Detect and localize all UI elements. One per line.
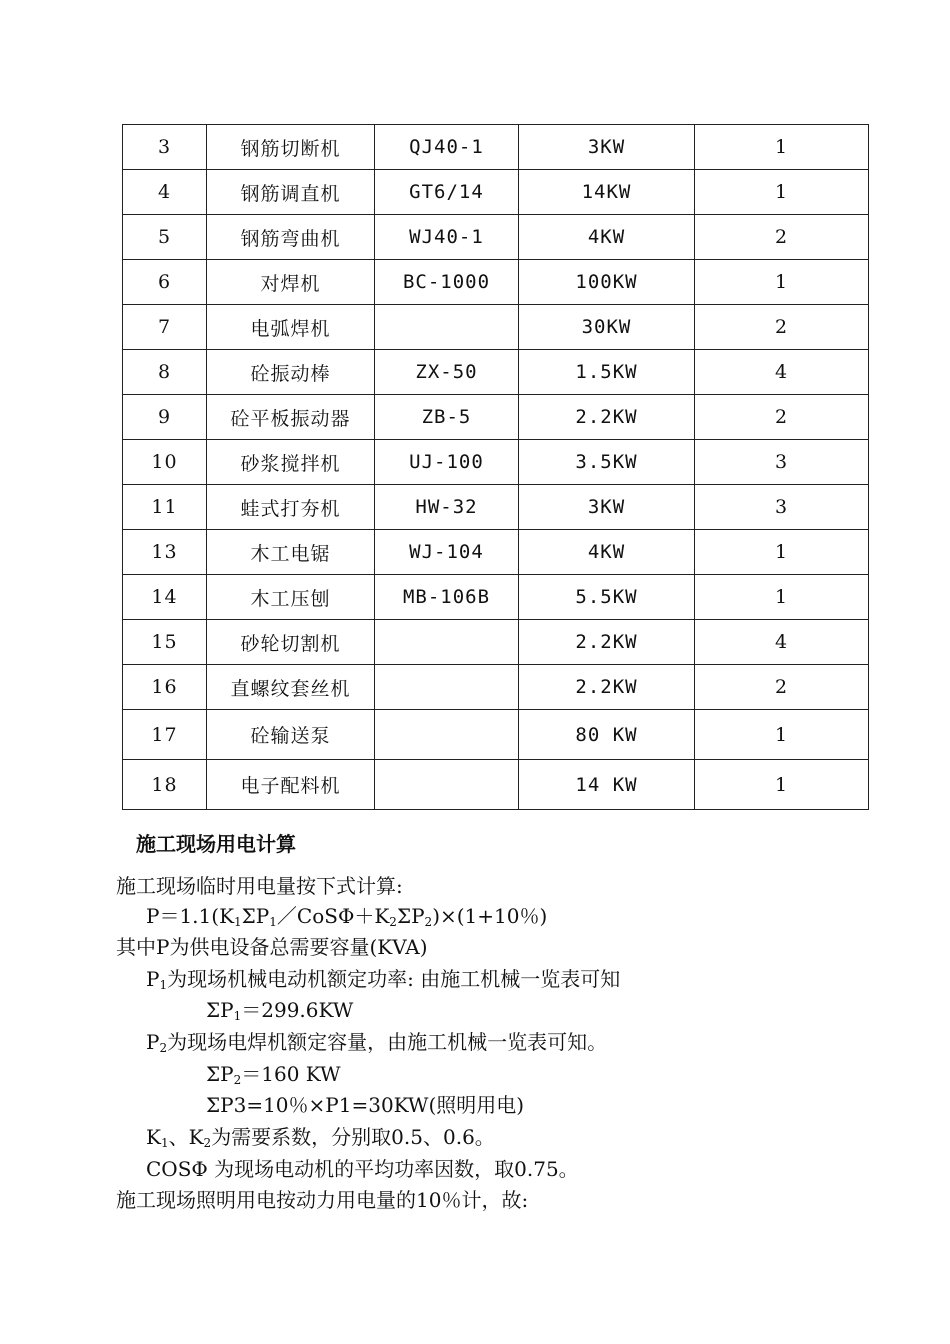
table-row <box>123 530 869 575</box>
table-row <box>123 665 869 710</box>
equipment-model-cell: WJ-104 <box>375 530 519 575</box>
p1-line: $P_1$为现场机械电动机额定功率: 由施工机械一览表可知 <box>146 967 621 992</box>
equipment-model-cell <box>375 665 519 710</box>
equipment-model-cell <box>375 620 519 665</box>
table-row <box>123 125 869 170</box>
equipment-model-cell: MB-106B <box>375 575 519 620</box>
equipment-table-body <box>123 125 869 810</box>
section-heading: 施工现场用电计算 <box>136 832 296 856</box>
row-number-cell: 16 <box>123 665 207 710</box>
table-row <box>123 260 869 305</box>
equipment-model-cell <box>375 710 519 760</box>
table-row <box>123 620 869 665</box>
sum-p1-line: $\Sigma P_1=299.6KW$ <box>206 998 354 1023</box>
row-number-cell: 6 <box>123 260 207 305</box>
table-row <box>123 350 869 395</box>
row-number-cell: 14 <box>123 575 207 620</box>
equipment-name-cell: 电弧焊机 <box>207 305 375 350</box>
table-row <box>123 710 869 760</box>
row-number-cell: 11 <box>123 485 207 530</box>
equipment-quantity-cell: 1 <box>695 260 869 305</box>
equipment-power-cell: 14 KW <box>519 760 695 810</box>
equipment-quantity-cell: 4 <box>695 350 869 395</box>
equipment-power-cell: 3KW <box>519 485 695 530</box>
table-row <box>123 760 869 810</box>
table-row <box>123 305 869 350</box>
equipment-name-cell: 砂浆搅拌机 <box>207 440 375 485</box>
equipment-name-cell: 砼振动棒 <box>207 350 375 395</box>
table-row <box>123 215 869 260</box>
equipment-quantity-cell: 2 <box>695 395 869 440</box>
equipment-power-cell: 30KW <box>519 305 695 350</box>
equipment-power-cell: 14KW <box>519 170 695 215</box>
equipment-power-cell: 3.5KW <box>519 440 695 485</box>
equipment-quantity-cell: 4 <box>695 620 869 665</box>
equipment-quantity-cell: 1 <box>695 760 869 810</box>
equipment-model-cell: BC-1000 <box>375 260 519 305</box>
table-row <box>123 395 869 440</box>
row-number-cell: 4 <box>123 170 207 215</box>
equipment-power-cell: 100KW <box>519 260 695 305</box>
equipment-model-cell: UJ-100 <box>375 440 519 485</box>
row-number-cell: 9 <box>123 395 207 440</box>
equipment-name-cell: 钢筋切断机 <box>207 125 375 170</box>
equipment-power-cell: 4KW <box>519 530 695 575</box>
equipment-name-cell: 砼输送泵 <box>207 710 375 760</box>
equipment-quantity-cell: 2 <box>695 665 869 710</box>
row-number-cell: 10 <box>123 440 207 485</box>
equipment-name-cell: 电子配料机 <box>207 760 375 810</box>
table-row <box>123 440 869 485</box>
row-number-cell: 13 <box>123 530 207 575</box>
equipment-power-cell: 5.5KW <box>519 575 695 620</box>
equipment-name-cell: 蛙式打夯机 <box>207 485 375 530</box>
equipment-quantity-cell: 1 <box>695 125 869 170</box>
equipment-name-cell: 木工压刨 <box>207 575 375 620</box>
equipment-power-cell: 2.2KW <box>519 665 695 710</box>
equipment-model-cell: HW-32 <box>375 485 519 530</box>
equipment-quantity-cell: 1 <box>695 710 869 760</box>
equipment-power-cell: 80 KW <box>519 710 695 760</box>
equipment-name-cell: 砼平板振动器 <box>207 395 375 440</box>
equipment-name-cell: 砂轮切割机 <box>207 620 375 665</box>
sum-p2-line: $\Sigma P_2=160$ KW <box>206 1062 341 1087</box>
row-number-cell: 18 <box>123 760 207 810</box>
equipment-quantity-cell: 2 <box>695 305 869 350</box>
row-number-cell: 5 <box>123 215 207 260</box>
where-p-line: 其中P为供电设备总需要容量(KVA) <box>116 935 428 959</box>
equipment-name-cell: 钢筋弯曲机 <box>207 215 375 260</box>
equipment-quantity-cell: 3 <box>695 440 869 485</box>
cos-line: COSΦ 为现场电动机的平均功率因数，取0.75。 <box>146 1157 579 1181</box>
equipment-quantity-cell: 3 <box>695 485 869 530</box>
row-number-cell: 7 <box>123 305 207 350</box>
p2-line: $P_2$为现场电焊机额定容量，由施工机械一览表可知。 <box>146 1030 608 1055</box>
row-number-cell: 17 <box>123 710 207 760</box>
equipment-power-cell: 4KW <box>519 215 695 260</box>
equipment-name-cell: 钢筋调直机 <box>207 170 375 215</box>
equipment-name-cell: 直螺纹套丝机 <box>207 665 375 710</box>
equipment-quantity-cell: 1 <box>695 170 869 215</box>
equipment-power-cell: 2.2KW <box>519 395 695 440</box>
equipment-model-cell: ZB-5 <box>375 395 519 440</box>
table-row <box>123 575 869 620</box>
lighting-line: 施工现场照明用电按动力用电量的10％计，故: <box>116 1188 529 1212</box>
equipment-name-cell: 对焊机 <box>207 260 375 305</box>
row-number-cell: 8 <box>123 350 207 395</box>
equipment-model-cell <box>375 305 519 350</box>
row-number-cell: 15 <box>123 620 207 665</box>
equipment-table <box>122 124 869 810</box>
equipment-quantity-cell: 2 <box>695 215 869 260</box>
sum-p3-line: ΣP3=10％×P1=30KW(照明用电) <box>206 1093 525 1117</box>
intro-line: 施工现场临时用电量按下式计算: <box>116 874 403 898</box>
equipment-power-cell: 3KW <box>519 125 695 170</box>
equipment-model-cell: QJ40-1 <box>375 125 519 170</box>
equipment-model-cell <box>375 760 519 810</box>
k-line: $K_1$、$K_2$为需要系数，分别取0.5、0.6。 <box>146 1125 495 1150</box>
equipment-quantity-cell: 1 <box>695 575 869 620</box>
row-number-cell: 3 <box>123 125 207 170</box>
table-row <box>123 170 869 215</box>
equipment-quantity-cell: 1 <box>695 530 869 575</box>
equipment-power-cell: 1.5KW <box>519 350 695 395</box>
equipment-name-cell: 木工电锯 <box>207 530 375 575</box>
equipment-model-cell: WJ40-1 <box>375 215 519 260</box>
equipment-power-cell: 2.2KW <box>519 620 695 665</box>
formula-line: $P=1.1(K_1\Sigma P_1/CoS\Phi+K_2\Sigma P_2)\times(1+10$％) <box>146 904 548 929</box>
equipment-model-cell: ZX-50 <box>375 350 519 395</box>
equipment-model-cell: GT6/14 <box>375 170 519 215</box>
table-row <box>123 485 869 530</box>
